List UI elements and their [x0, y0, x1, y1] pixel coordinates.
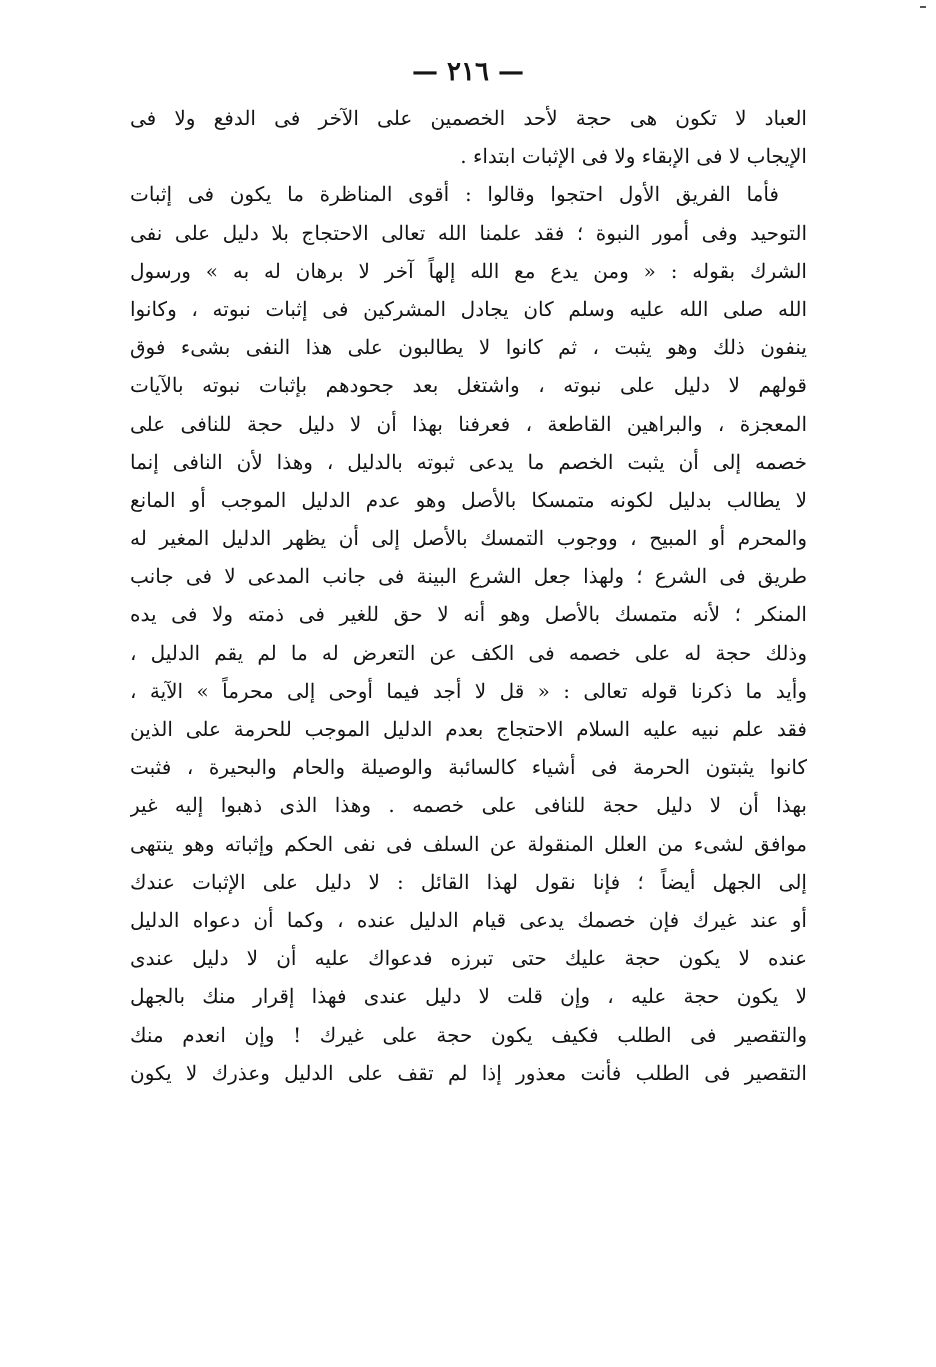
text-line: خصمه إلى أن يثبت الخصم ما يدعى ثبوته بالدليل ، وهذا لأن النافى إنما: [130, 449, 807, 474]
text-line: إلى الجهل أيضاً ؛ فإنا نقول لهذا القائل : لا دليل على الإثبات عندك: [130, 869, 807, 894]
paragraph: [130, 99, 807, 175]
text-line: لا يكون حجة عليه ، وإن قلت لا دليل عندى فهذا إقرار منك بالجهل: [130, 984, 807, 1009]
text-line: فقد علم نبيه عليه السلام الاحتجاج بعدم الدليل الموجب للحرمة على الذين: [130, 717, 807, 741]
text-line: قولهم لا دليل على نبوته ، واشتغل بعد جحودهم بإثبات نبوته بالآيات: [130, 373, 807, 398]
text-line: التوحيد وفى أمور النبوة ؛ فقد علمنا الله تعالى الاحتجاج بلا دليل على نفى: [130, 220, 807, 245]
text-line: العباد لا تكون هى حجة لأحد الخصمين على الآخر فى الدفع ولا فى: [130, 106, 807, 130]
paragraph: [130, 175, 807, 1092]
text-line: أو عند غيرك فإن خصمك يدعى قيام الدليل عنده ، وكما أن دعواه الدليل: [130, 907, 807, 932]
page-number: — ٢١٦ —: [411, 57, 525, 87]
text-line: موافق لشىء من العلل المنقولة عن السلف فى نفى الحكم وإثباته وهو ينتهى: [130, 831, 807, 856]
text-line: التقصير فى الطلب فأنت معذور إذا لم تقف على الدليل وعذرك لا يكون: [130, 1060, 807, 1085]
text-line: المنكر ؛ لأنه متمسك بالأصل وهو أنه لا حق للغير فى ذمته ولا فى يده: [130, 602, 807, 627]
text-line: فأما الفريق الأول احتجوا وقالوا : أقوى المناظرة ما يكون فى إثبات: [130, 182, 779, 207]
text-line: وذلك حجة له على خصمه فى الكف عن التعرض له ما لم يقم الدليل ،: [130, 640, 807, 665]
text-line: لا يطالب بدليل لكونه متمسكا بالأصل وهو عدم الدليل الموجب أو المانع: [130, 487, 807, 512]
text-line: بهذا أن لا دليل حجة للنافى على خصمه . وهذا الذى ذهبوا إليه غير: [130, 793, 807, 818]
text-line: كانوا يثبتون الحرمة فى أشياء كالسائبة والوصيلة والحام والبحيرة ، فثبت: [130, 755, 807, 780]
text-line: الشرك بقوله : « ومن يدع مع الله إلهاً آخر لا برهان له به » ورسول: [130, 258, 807, 283]
body-text: [130, 99, 807, 1092]
scan-mark: [920, 6, 926, 8]
text-line: طريق فى الشرع ؛ ولهذا جعل الشرع البينة فى جانب المدعى لا فى جانب: [130, 564, 807, 589]
text-line: والتقصير فى الطلب فكيف يكون حجة على غيرك ! وإن انعدم منك: [130, 1022, 807, 1047]
text-line: عنده لا يكون حجة عليك حتى تبرزه فدعواك عليه أن لا دليل عندى: [130, 946, 807, 971]
text-line: الله صلى الله عليه وسلم كان يجادل المشركين فى إثبات نبوته ، وكانوا: [130, 296, 807, 321]
text-line: وأيد ما ذكرنا قوله تعالى : « قل لا أجد فيما أوحى إلى محرماً » الآية ،: [130, 678, 807, 703]
text-line: والمحرم أو المبيح ، ووجوب التمسك بالأصل إلى أن يظهر الدليل المغير له: [130, 526, 807, 551]
text-line: ينفون ذلك وهو يثبت ، ثم كانوا لا يطالبون على هذا النفى بشىء فوق: [130, 335, 807, 360]
text-line: الإيجاب لا فى الإبقاء ولا فى الإثبات ابتداء .: [460, 144, 807, 169]
text-line: المعجزة ، والبراهين القاطعة ، فعرفنا بهذا أن لا دليل حجة للنافى على: [130, 411, 807, 436]
